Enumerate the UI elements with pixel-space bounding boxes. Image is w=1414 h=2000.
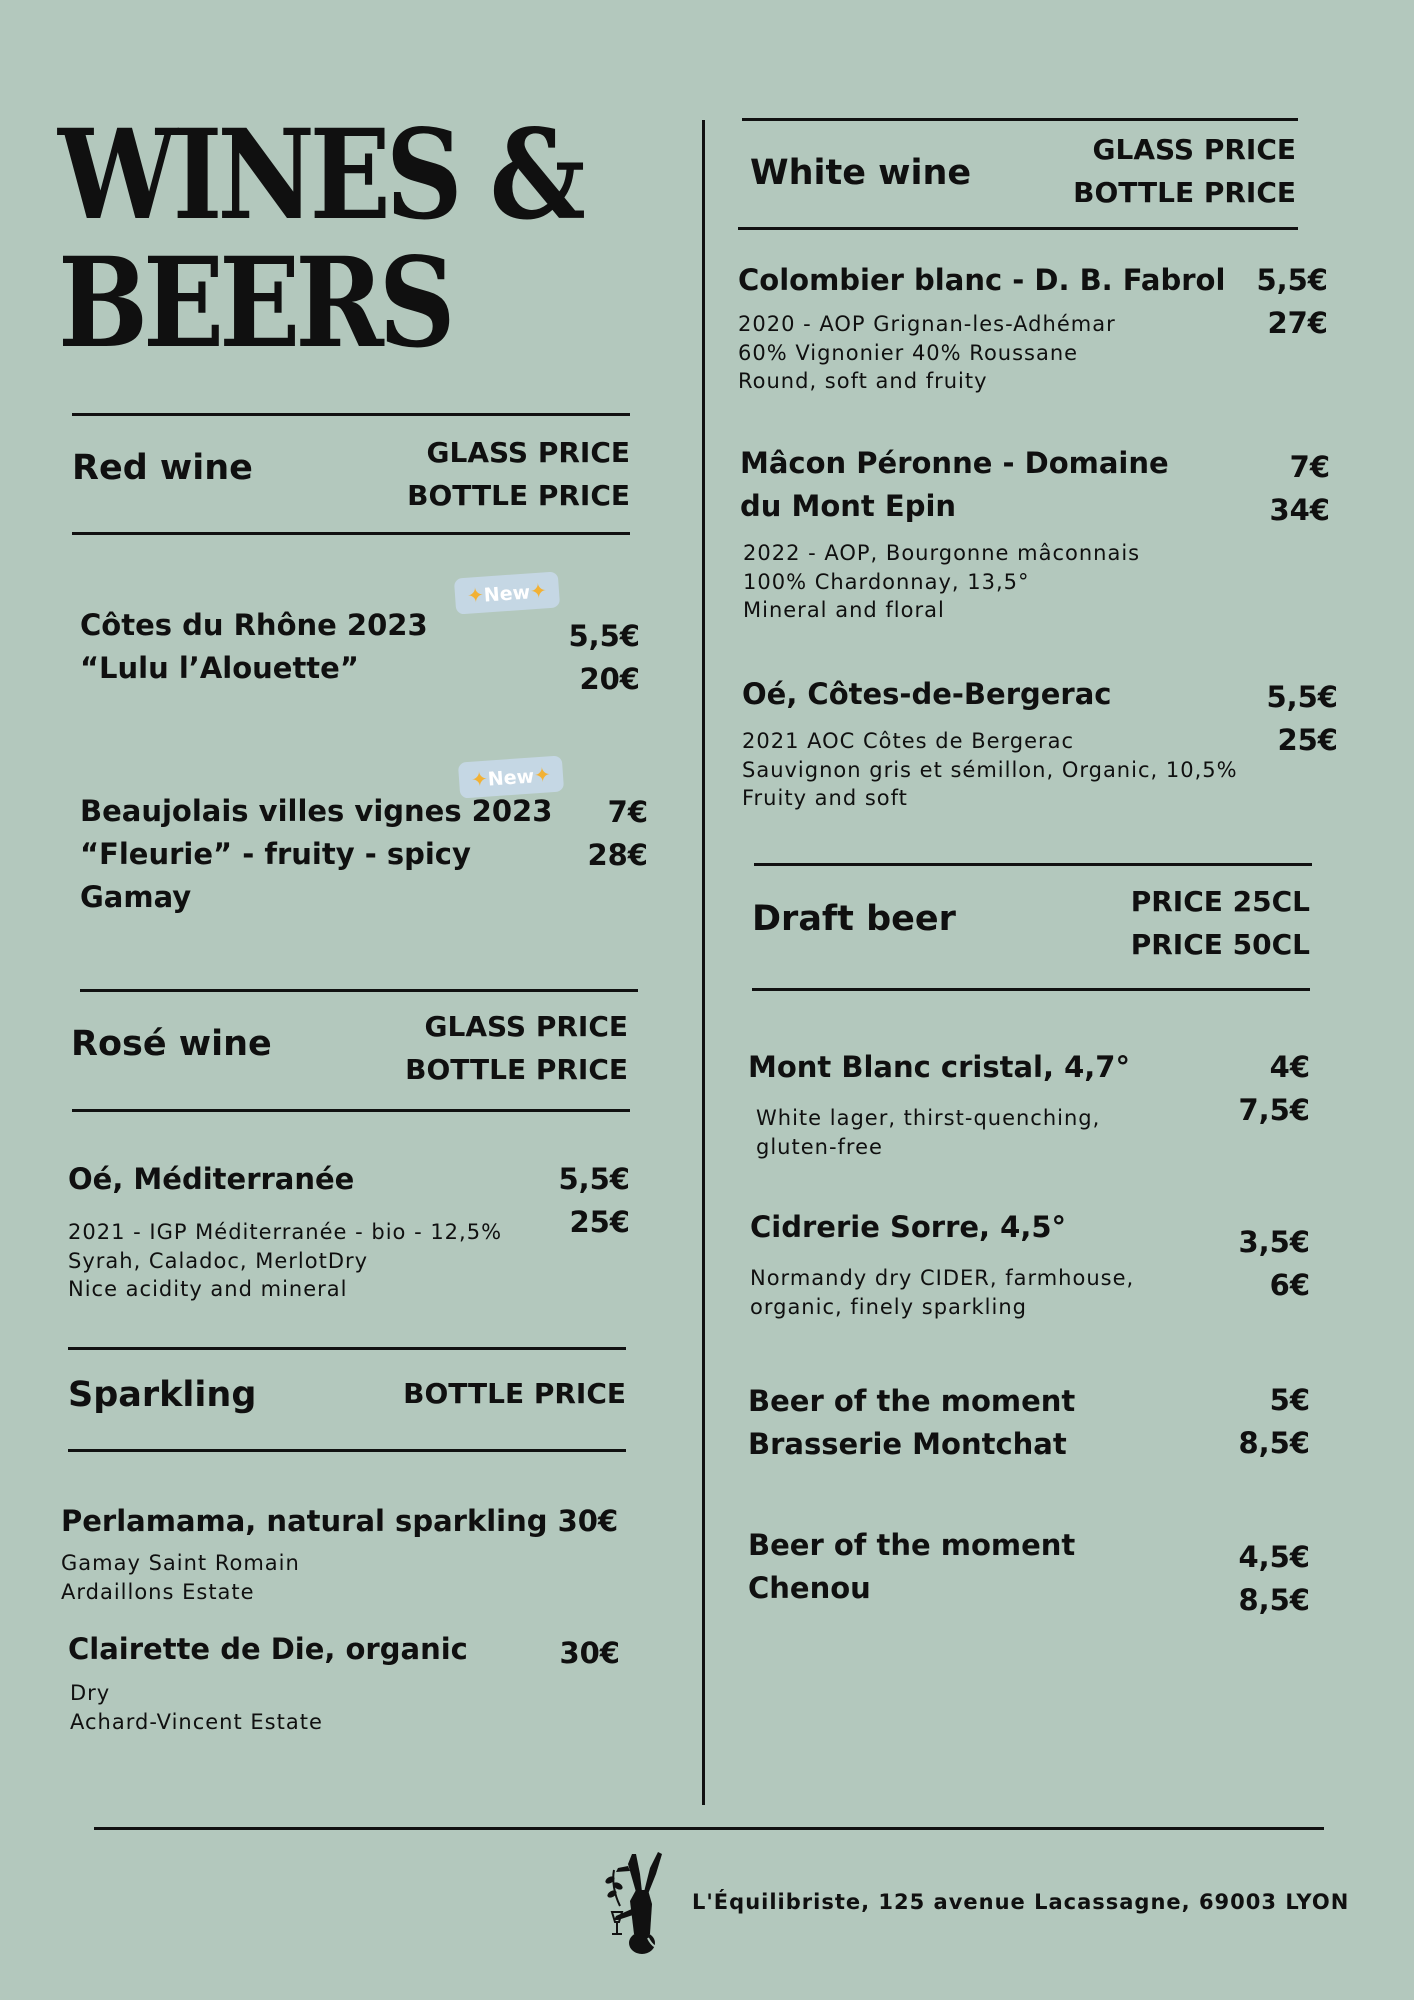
description-line: Normandy dry CIDER, farmhouse,	[750, 1266, 1135, 1290]
menu-item-name-line: Côtes du Rhône 2023	[80, 608, 428, 642]
white-price-header	[1046, 128, 1296, 214]
sparkling-bottom-rule	[68, 1449, 626, 1452]
menu-item-description	[738, 310, 1116, 396]
menu-item-name-line: du Mont Epin	[740, 489, 957, 523]
description-line: Ardaillons Estate	[61, 1579, 255, 1604]
page-title-line-1: WINES &	[58, 103, 581, 248]
white-bottom-rule	[738, 227, 1298, 230]
menu-item-name-line: Mâcon Péronne - Domaine	[740, 446, 1169, 480]
description-line: Fruity and soft	[742, 786, 908, 810]
menu-item-name: Colombier blanc - D. B. Fabrol	[738, 263, 1226, 297]
page-title	[58, 103, 581, 376]
description-line: Nice acidity and mineral	[68, 1277, 348, 1301]
red-wine-heading: Red wine	[72, 448, 253, 488]
bottle-price: 20€	[579, 662, 640, 696]
description-line: Round, soft and fruity	[738, 369, 988, 393]
description-line: gluten-free	[756, 1134, 883, 1159]
menu-item-prices	[540, 615, 640, 701]
description-line: Syrah, Caladoc, MerlotDry	[68, 1248, 369, 1273]
bottle-price: 34€	[1269, 493, 1330, 527]
menu-item-name-line: Gamay	[80, 880, 192, 914]
price-50cl: 7,5€	[1238, 1093, 1310, 1127]
menu-item-name-line: Chenou	[748, 1571, 871, 1605]
red-bottom-rule	[72, 532, 630, 535]
menu-item-name: Perlamama, natural sparkling 30€	[61, 1504, 619, 1538]
menu-item-name	[748, 1380, 1075, 1466]
sparkle-icon: ✦	[533, 762, 552, 788]
price-25cl: 4,5€	[1238, 1540, 1310, 1574]
sparkling-bottle-price-header: BOTTLE PRICE	[403, 1377, 626, 1410]
red-bottle-price-header: BOTTLE PRICE	[407, 479, 630, 512]
bottle-price: 27€	[1267, 306, 1328, 340]
menu-item-prices	[548, 791, 648, 877]
red-glass-price-header: GLASS PRICE	[426, 436, 630, 469]
menu-item-description	[750, 1264, 1134, 1321]
menu-item-description	[70, 1679, 323, 1736]
white-bottle-price-header: BOTTLE PRICE	[1073, 176, 1296, 209]
price-25cl: 4€	[1269, 1050, 1310, 1084]
menu-item-prices	[1230, 446, 1330, 532]
sparkle-icon: ✦	[529, 578, 548, 604]
bottle-price: 30€	[559, 1636, 620, 1670]
red-price-header	[380, 431, 630, 517]
description-line: organic, finely sparkling	[750, 1294, 1027, 1319]
glass-price: 7€	[1289, 450, 1330, 484]
sparkling-top-rule	[68, 1347, 626, 1350]
footer-rule	[94, 1827, 1324, 1830]
sparkle-icon: ✦	[470, 766, 489, 792]
glass-price: 5,5€	[1266, 680, 1338, 714]
bottle-price: 28€	[587, 838, 648, 872]
beer-25cl-price-header: PRICE 25CL	[1130, 885, 1310, 918]
rose-bottle-price-header: BOTTLE PRICE	[405, 1053, 628, 1086]
menu-item-description	[743, 539, 1140, 625]
sparkling-heading: Sparkling	[68, 1375, 257, 1415]
description-line: Mineral and floral	[743, 598, 945, 622]
rose-bottom-rule	[72, 1109, 630, 1112]
menu-item-name	[80, 790, 552, 919]
description-line: Achard-Vincent Estate	[70, 1709, 323, 1734]
menu-item-name-line: “Lulu l’Alouette”	[80, 651, 359, 685]
description-line: 2022 - AOP, Bourgonne mâconnais	[743, 541, 1141, 565]
price-50cl: 6€	[1269, 1268, 1310, 1302]
rose-top-rule	[80, 989, 638, 992]
description-line: 2020 - AOP Grignan-les-Adhémar	[738, 312, 1116, 336]
menu-item-name	[740, 442, 1169, 528]
menu-item-prices	[1210, 1379, 1310, 1465]
menu-item-prices	[530, 1158, 630, 1244]
menu-item-prices	[1210, 1536, 1310, 1622]
menu-item-name: Cidrerie Sorre, 4,5°	[750, 1210, 1067, 1244]
menu-item-name	[80, 604, 428, 690]
glass-price: 5,5€	[1256, 263, 1328, 297]
description-line: Gamay Saint Romain	[61, 1551, 300, 1575]
menu-item-name-line: Beaujolais villes vignes 2023	[80, 794, 553, 828]
beer-price-header	[1060, 880, 1310, 966]
price-25cl: 5€	[1269, 1383, 1310, 1417]
menu-item-name-line: Brasserie Montchat	[748, 1427, 1067, 1461]
menu-item-prices	[1228, 259, 1328, 345]
red-top-rule	[72, 413, 630, 416]
menu-item-name-line: Beer of the moment	[748, 1384, 1076, 1418]
draft-beer-heading: Draft beer	[752, 899, 956, 939]
column-divider	[702, 120, 705, 1805]
menu-item-name: Oé, Méditerranée	[68, 1162, 355, 1196]
new-badge-label: New	[487, 765, 535, 791]
description-line: 2021 - IGP Méditerranée - bio - 12,5%	[68, 1220, 503, 1244]
glass-price: 5,5€	[558, 1162, 630, 1196]
menu-item-name-line: “Fleurie” - fruity - spicy	[80, 837, 471, 871]
menu-item-description	[61, 1549, 300, 1606]
menu-item-name: Mont Blanc cristal, 4,7°	[748, 1050, 1130, 1084]
rose-price-header	[378, 1005, 628, 1091]
bottle-price: 25€	[1277, 723, 1338, 757]
menu-item-description	[68, 1218, 502, 1304]
rose-wine-heading: Rosé wine	[71, 1024, 272, 1064]
new-badge-label: New	[483, 581, 531, 607]
menu-item-prices	[1238, 676, 1338, 762]
beer-bottom-rule	[752, 988, 1310, 991]
description-line: 2021 AOC Côtes de Bergerac	[742, 729, 1075, 753]
menu-item-prices	[1210, 1046, 1310, 1132]
price-50cl: 8,5€	[1238, 1583, 1310, 1617]
description-line: White lager, thirst-quenching,	[756, 1106, 1101, 1130]
rose-glass-price-header: GLASS PRICE	[424, 1010, 628, 1043]
bottle-price: 25€	[569, 1205, 630, 1239]
page-title-line-2: BEERS	[58, 231, 451, 376]
glass-price: 7€	[607, 795, 648, 829]
description-line: Sauvignon gris et sémillon, Organic, 10,5%	[742, 757, 1238, 782]
menu-item-name	[748, 1524, 1075, 1610]
sparkle-icon: ✦	[466, 582, 485, 608]
acrobat-logo-icon	[600, 1846, 672, 1958]
price-50cl: 8,5€	[1238, 1426, 1310, 1460]
description-line: 60% Vignonier 40% Roussane	[738, 340, 1079, 365]
white-glass-price-header: GLASS PRICE	[1092, 133, 1296, 166]
menu-item-prices	[1210, 1221, 1310, 1307]
menu-item-name-line: Beer of the moment	[748, 1528, 1076, 1562]
menu-item-name: Oé, Côtes-de-Bergerac	[742, 677, 1112, 711]
new-badge	[454, 571, 560, 614]
white-wine-heading: White wine	[750, 153, 972, 193]
menu-item-description	[756, 1104, 1100, 1161]
beer-50cl-price-header: PRICE 50CL	[1130, 928, 1310, 961]
price-25cl: 3,5€	[1238, 1225, 1310, 1259]
white-top-rule	[742, 118, 1298, 121]
menu-item-name: Clairette de Die, organic	[68, 1632, 468, 1666]
beer-top-rule	[754, 863, 1312, 866]
description-line: 100% Chardonnay, 13,5°	[743, 569, 1030, 594]
menu-item-description	[742, 727, 1238, 813]
footer-address: L'Équilibriste, 125 avenue Lacassagne, 69003 LYON	[692, 1890, 1350, 1914]
glass-price: 5,5€	[568, 619, 640, 653]
description-line: Dry	[70, 1681, 111, 1705]
